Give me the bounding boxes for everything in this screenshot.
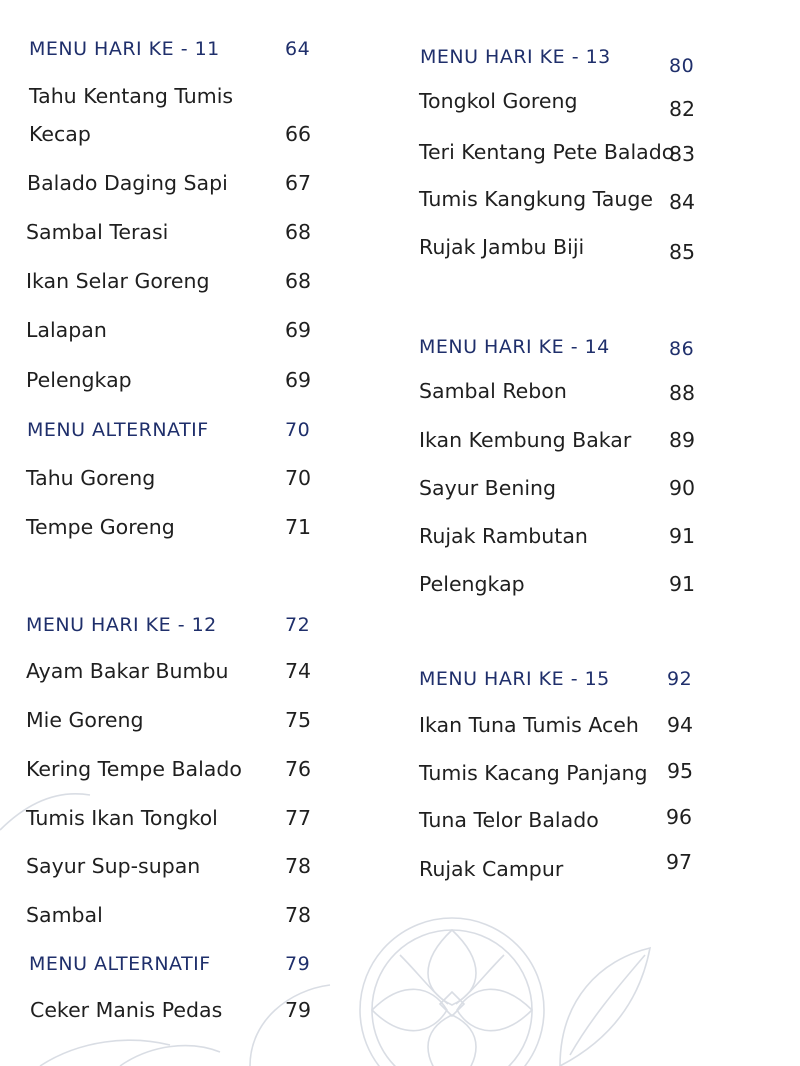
toc-page: MENU HARI KE - 11 64 Tahu Kentang Tumis Kecap 66 Balado Daging Sapi 67 Sambal Terasi 68 Ikan Selar Goreng 68 Lalapan 69 Pelengkap 69 MENU ALTERNATIF 70 Tahu Goreng 70 Tempe Goreng 71 MENU HARI KE - 12 72 Ayam Bakar Bumbu 74 Mie Goreng 75 Kering Tempe Balado 76 Tumis Ikan Tongkol 77 Sayur Sup-supan 78 Sambal 78 MENU ALTERNATIF 79 Ceker Manis Pedas 79 MENU HARI KE - 13 80 Tongkol Goreng 82 Teri Kentang Pete Balado 83 Tumis Kangkung Tauge 84 Rujak Jambu Biji 85 MENU HARI KE - 14 86 Sambal Rebon 88 Ikan Kembung Bakar 89 Sayur Bening 90 Rujak Rambutan 91 Pelengkap 91 MENU HARI KE - 15 92 Ikan Tuna Tumis Aceh 94 Tumis Kacang Panjang 95 Tuna Telor Balado 96 Rujak Campur 97 xyxy=(0,0,800,1066)
